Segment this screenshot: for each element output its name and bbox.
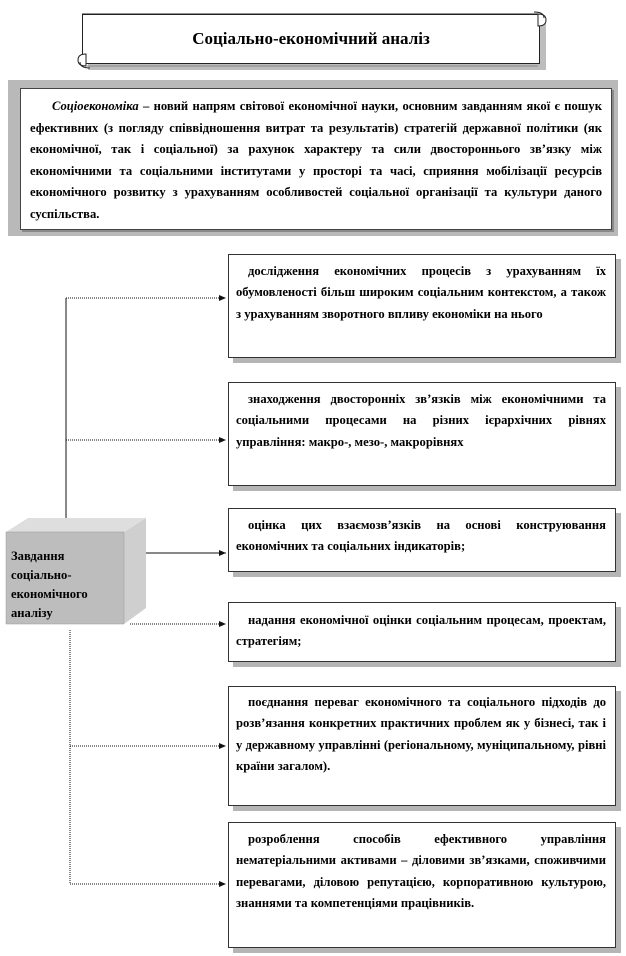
task-text-4: надання економічної оцінки соціальним процесам, проектам, стратегіям;	[236, 613, 606, 649]
task-text-2: знаходження двосторонніх зв’язків між економічними та соціальними процесами на різних ієрархічних рівнях управління: макро-, мезо-, макрорівнях	[236, 392, 606, 449]
task-text-5: поєднання переваг економічного та соціального підходів до розв’язання конкретних практичних проблем як у бізнесі, так і у державному управлінні (регіональному, муніципальному, рівні країни загалом).	[236, 695, 606, 774]
center-node-label: Завдання соціально-економічного аналізу	[11, 549, 88, 620]
definition-paragraph	[30, 96, 602, 226]
title-banner	[82, 14, 540, 64]
title-text: Соціально-економічний аналіз	[192, 29, 430, 48]
task-text-6: розроблення способів ефективного управління нематеріальними активами – діловими зв’язками, споживчими перевагами, діловою репутацією, корпоративною культурою, знаннями та компетенціями працівників.	[236, 832, 606, 911]
definition-body: – новий напрям світової економічної науки, основним завданням якої є пошук ефективних (з погляду співвідношення витрат та результатів) стратегій державної політики (як економічної, так і соціальної) за рахунок характеру та сили двостороннього зв’язку між економічними та соціальними інститутами у просторі та часі, сприяння мобілізації ресурсів економічного розвитку з урахуванням особливостей соціальної організації та культури даного суспільства.	[30, 99, 602, 221]
task-text-1: дослідження економічних процесів з урахуванням їх обумовленості більш широким соціальним контекстом, а також з урахуванням зворотного впливу економіки на нього	[236, 264, 606, 321]
definition-term: Соціоекономіка	[52, 99, 139, 113]
task-text-3: оцінка цих взаємозв’язків на основі конструювання економічних та соціальних індикаторів;	[236, 518, 606, 554]
